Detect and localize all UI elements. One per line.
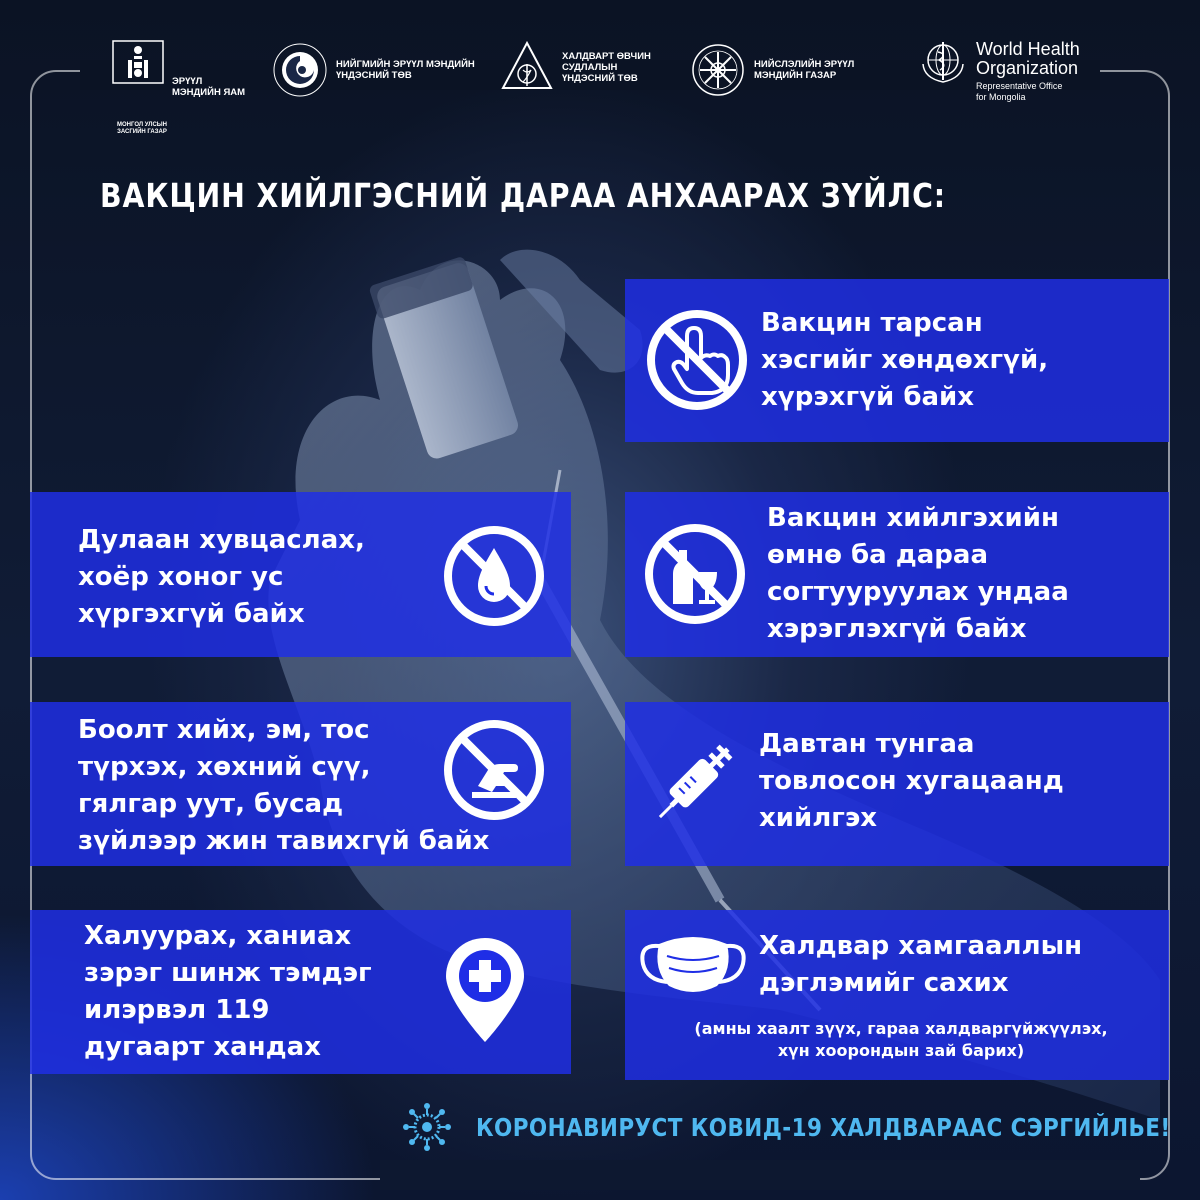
card-fever-contact bbox=[30, 910, 571, 1074]
card-fever-text: Халуурах, ханиах зэрэг шинж тэмдэг илэрвэл 119 дугаарт хандах bbox=[84, 921, 372, 1062]
public-health-emblem-icon bbox=[272, 42, 328, 98]
card-no-touch-text: Вакцин тарсан хэсгийг хөндөхгүй, хүрэхгүй байх bbox=[761, 308, 1049, 412]
seal-caption: МОНГОЛ УЛСЫН ЗАСГИЙН ГАЗАР bbox=[117, 122, 167, 135]
card-prevention bbox=[625, 910, 1169, 1080]
medical-location-icon bbox=[440, 934, 530, 1050]
card-no-water bbox=[30, 492, 571, 657]
frame-gap-bottom bbox=[380, 1160, 1140, 1190]
no-water-icon bbox=[440, 522, 548, 630]
card-no-ointment-text: Боолт хийх, эм, тос түрхэх, хөхний сүү, гялгар уут, бусад зүйлээр жин тавихгүй байх bbox=[78, 715, 490, 856]
logo-capital-health-department bbox=[690, 42, 854, 98]
logo-ministry-of-health bbox=[112, 40, 246, 135]
logo-infectious-disease-center bbox=[500, 40, 651, 94]
card-prevention-note: (амны хаалт зүүх, гараа халдваргүйжүүлэх, хүн хоорондын зай барих) bbox=[694, 1019, 1108, 1060]
no-alcohol-icon bbox=[641, 520, 749, 628]
footer-slogan: КОРОНАВИРУСТ КОВИД-19 ХАЛДВАРААС СЭРГИЙЛЬЕ! bbox=[476, 1112, 1171, 1142]
syringe-icon bbox=[641, 726, 751, 836]
who-name: World Health Organization bbox=[976, 39, 1080, 78]
face-mask-icon bbox=[637, 930, 749, 1000]
card-prevention-text: Халдвар хамгааллын дэглэмийг сахих bbox=[759, 931, 1083, 998]
no-ointment-icon bbox=[440, 716, 548, 824]
card-no-water-text: Дулаан хувцаслах, хоёр хоног ус хүргэхгүй байх bbox=[78, 525, 365, 629]
no-touch-icon bbox=[643, 306, 751, 414]
logo-who bbox=[918, 40, 1080, 103]
capital-health-emblem-icon bbox=[690, 42, 746, 98]
footer bbox=[400, 1100, 1200, 1154]
card-no-alcohol bbox=[625, 492, 1169, 657]
soyombo-seal-icon bbox=[112, 40, 164, 84]
who-emblem-icon bbox=[918, 40, 968, 86]
card-second-dose bbox=[625, 702, 1169, 866]
card-no-ointment bbox=[30, 702, 571, 866]
who-office: Representative Office for Mongolia bbox=[976, 81, 1063, 102]
virus-icon bbox=[400, 1100, 454, 1154]
public-health-center-name: НИЙГМИЙН ЭРҮҮЛ МЭНДИЙН ҮНДЭСНИЙ ТӨВ bbox=[336, 59, 475, 81]
card-no-touch bbox=[625, 279, 1169, 442]
infectious-disease-emblem-icon bbox=[500, 40, 554, 94]
card-second-dose-text: Давтан тунгаа товлосон хугацаанд хийлгэх bbox=[759, 729, 1064, 833]
logo-public-health-center bbox=[272, 42, 475, 98]
ministry-of-health-name: ЭРҮҮЛ МЭНДИЙН ЯАМ bbox=[172, 76, 246, 98]
card-no-alcohol-text: Вакцин хийлгэхийн өмнө ба дараа согтууруулах ундаа хэрэглэхгүй байх bbox=[767, 503, 1069, 644]
infectious-disease-center-name: ХАЛДВАРТ ӨВЧИН СУДЛАЛЫН ҮНДЭСНИЙ ТӨВ bbox=[562, 50, 651, 84]
capital-health-department-name: НИЙСЛЭЛИЙН ЭРҮҮЛ МЭНДИЙН ГАЗАР bbox=[754, 59, 855, 81]
page-title: ВАКЦИН ХИЙЛГЭСНИЙ ДАРАА АНХААРАХ ЗҮЙЛС: bbox=[100, 176, 946, 215]
